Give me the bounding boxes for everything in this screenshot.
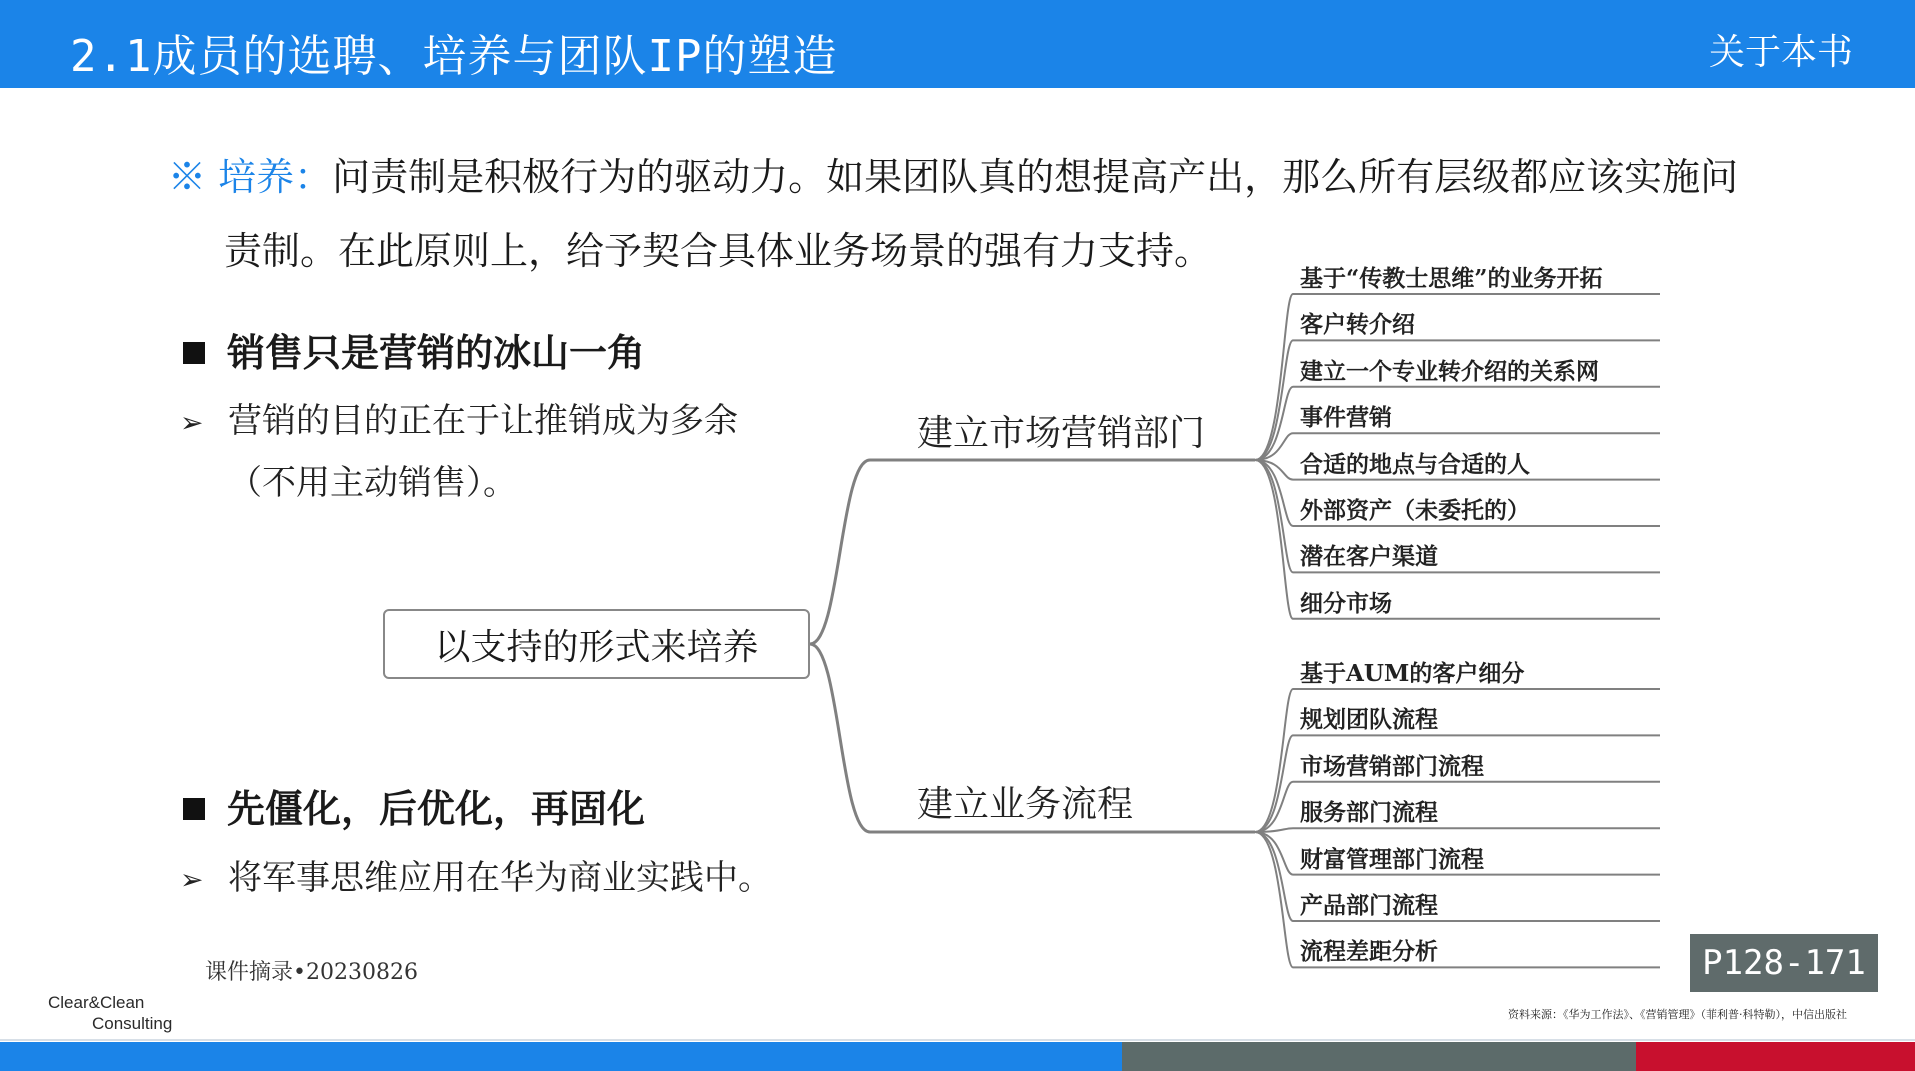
branch-label-marketing: 建立市场营销部门 bbox=[917, 413, 1206, 454]
mindmap-leaf: 建立一个专业转介绍的关系网 bbox=[1300, 357, 1599, 385]
footer-bar-gray bbox=[1122, 1042, 1636, 1071]
mindmap-leaf: 基于AUM的客户细分 bbox=[1300, 660, 1525, 687]
mindmap-leaf: 产品部门流程 bbox=[1300, 892, 1438, 919]
mindmap-root: 以支持的形式来培养 bbox=[383, 609, 810, 679]
mindmap-leaf: 合适的地点与合适的人 bbox=[1300, 450, 1530, 478]
point-heading-2: 先僵化，后优化，再固化 bbox=[183, 778, 645, 833]
page-title: 2.1成员的选聘、培养与团队IP的塑造 bbox=[70, 31, 838, 82]
mindmap-leaf: 流程差距分析 bbox=[1300, 938, 1438, 966]
arrow-bullet-icon: ➢ bbox=[180, 406, 204, 439]
mindmap-leaf: 潜在客户渠道 bbox=[1300, 543, 1438, 571]
point-sub-2: ➢ 将军事思维应用在华为商业实践中。 bbox=[180, 858, 772, 898]
mindmap-leaf: 市场营销部门流程 bbox=[1300, 752, 1484, 780]
connector-branch-1 bbox=[810, 460, 1255, 644]
point-sub-1: ➢ 营销的目的正在于让推销成为多余 bbox=[180, 401, 738, 441]
mindmap-leaf: 规划团队流程 bbox=[1300, 706, 1438, 734]
arrow-bullet-icon: ➢ bbox=[180, 863, 204, 896]
reference-mark-icon: ※ bbox=[168, 155, 207, 199]
intro-line-1: 问责制是积极行为的驱动力。如果团队真的想提高产出，那么所有层级都应该实施问 bbox=[332, 155, 1739, 199]
mindmap-leaf: 服务部门流程 bbox=[1300, 799, 1438, 827]
leaf-connector bbox=[1255, 828, 1660, 832]
mindmap-leaf: 细分市场 bbox=[1300, 589, 1392, 617]
footer-bar-red bbox=[1636, 1042, 1915, 1071]
footer-divider bbox=[0, 1039, 1915, 1041]
mindmap-leaf: 外部资产（未委托的） bbox=[1300, 497, 1530, 524]
page-range-badge: P128-171 bbox=[1690, 934, 1878, 992]
mindmap-leaf: 基于“传教士思维”的业务开拓 bbox=[1300, 265, 1603, 292]
intro-line-2: 责制。在此原则上，给予契合具体业务场景的强有力支持。 bbox=[224, 229, 1213, 273]
company-logo: Clear&Clean Consulting bbox=[48, 993, 173, 1033]
footer-bar-blue bbox=[0, 1042, 1122, 1071]
point-sub-1-cont: （不用主动销售）。 bbox=[228, 463, 517, 503]
intro-keyword: 培养： bbox=[218, 155, 333, 199]
source-note: 资料来源：《华为工作法》、《营销管理》（菲利普·科特勒），中信出版社 bbox=[1508, 1008, 1847, 1021]
header-tag: 关于本书 bbox=[1708, 32, 1853, 73]
mindmap-leaf: 事件营销 bbox=[1300, 404, 1392, 432]
point-heading-1: 销售只是营销的冰山一角 bbox=[183, 322, 645, 377]
mindmap-leaf: 客户转介绍 bbox=[1300, 311, 1415, 339]
branch-label-process: 建立业务流程 bbox=[917, 784, 1134, 825]
lesson-note: 课件摘录•20230826 bbox=[205, 960, 418, 985]
mindmap-leaf: 财富管理部门流程 bbox=[1300, 845, 1484, 873]
